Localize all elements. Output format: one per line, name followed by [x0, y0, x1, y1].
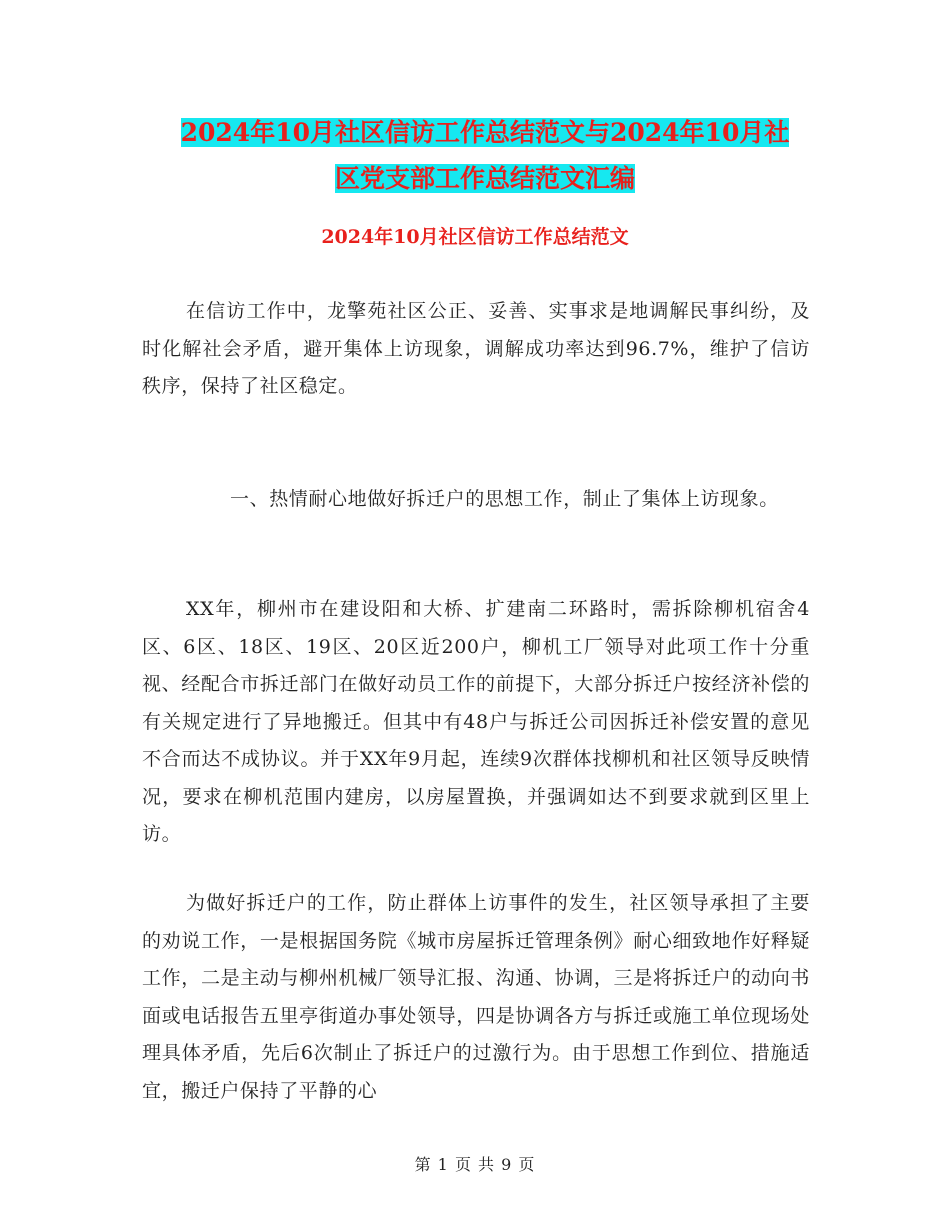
paragraph-intro: 在信访工作中，龙擎苑社区公正、妥善、实事求是地调解民事纠纷，及时化解社会矛盾，避开集体上访现象，调解成功率达到96.7%，维护了信访秩序，保持了社区稳定。 — [142, 300, 810, 397]
paragraph-heading-1: 一、热情耐心地做好拆迁户的思想工作，制止了集体上访现象。 — [230, 488, 779, 510]
document-title-line-2: 区党支部工作总结范文汇编 — [334, 164, 635, 193]
document-title-line-1: 2024年10月社区信访工作总结范文与2024年10月社 — [180, 118, 790, 147]
section-title: 2024年10月社区信访工作总结范文 — [321, 226, 629, 248]
paragraph-relocation-background: XX年，柳州市在建设阳和大桥、扩建南二环路时，需拆除柳机宿舍4区、6区、18区、19区、20区近200户，柳机工厂领导对此项工作十分重视、经配合市拆迁部门在做好动员工作的前提下，大部分拆迁户按经济补偿的有关规定进行了异地搬迁。但其中有48户与拆迁公司因拆迁补偿安置的意见不合而达不成协议。并于XX年9月起，连续9次群体找柳机和社区领导反映情况，要求在柳机范围内建房，以房屋置换，并强调如达不到要求就到区里上访。 — [142, 598, 810, 845]
document-title — [140, 110, 830, 202]
paragraph-persuasion-work: 为做好拆迁户的工作，防止群体上访事件的发生，社区领导承担了主要的劝说工作，一是根据国务院《城市房屋拆迁管理条例》耐心细致地作好释疑工作，二是主动与柳州机械厂领导汇报、沟通、协调，三是将拆迁户的动向书面或电话报告五里亭街道办事处领导，四是协调各方与拆迁或施工单位现场处理具体矛盾，先后6次制止了拆迁户的过激行为。由于思想工作到位、措施适宜，搬迁户保持了平静的心 — [142, 892, 810, 1102]
page-footer: 第 1 页 共 9 页 — [414, 1155, 536, 1174]
